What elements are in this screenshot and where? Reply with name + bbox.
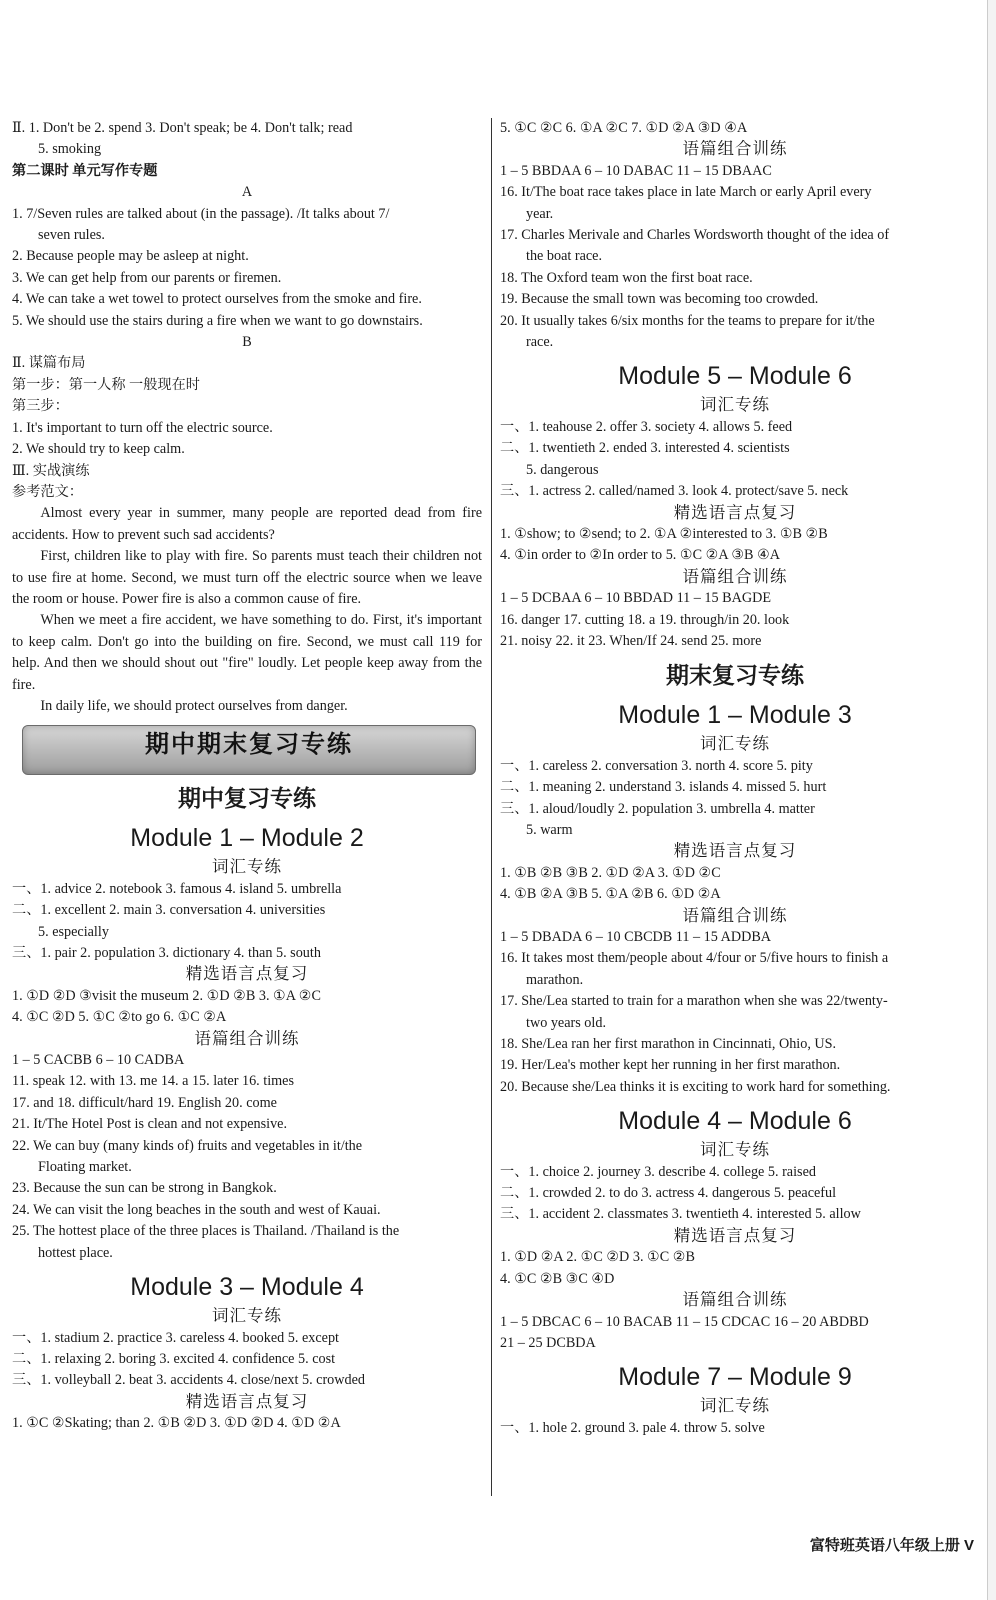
answer-line: 1. ①show; to ②send; to 2. ①A ②interested to 3. ①B ②B [500,525,828,542]
answer-line: 25. The hottest place of the three places is Thailand. /Thailand is the [12,1223,400,1240]
answer-line: 23. Because the sun can be strong in Bangkok. [12,1180,277,1197]
answer-line: 第一步：第一人称 一般现在时 [12,376,200,393]
page-footer: 富特班英语八年级上册 V [809,1537,974,1554]
answer-line: 4. ①C ②D 5. ①C ②to go 6. ①C ②A [12,1009,227,1026]
answer-line: Ⅱ. 1. Don't be 2. spend 3. Don't speak; be 4. Don't talk; read [12,120,353,136]
left-bottom-section [12,781,482,1434]
answer-line: 二、1. crowded 2. to do 3. actress 4. dangerous 5. peaceful [500,1185,837,1202]
answer-line: 三、1. pair 2. population 3. dictionary 4. than 5. south [12,945,321,961]
answer-line: 二、1. excellent 2. main 3. conversation 4. universities [12,902,326,919]
answer-line: 17. She/Lea started to train for a marathon when she was 22/twenty- [500,993,888,1010]
answer-line: 1. 7/Seven rules are talked about (in the passage). /It talks about 7/ [12,205,390,222]
answer-line: 一、1. careless 2. conversation 3. north 4. score 5. pity [500,757,813,774]
module-heading: Module 1 – Module 3 [618,701,852,730]
answer-line: 1. ①D ②D ③visit the museum 2. ①D ②B 3. ①A ②C [12,987,321,1004]
module-heading: Module 1 – Module 2 [130,824,364,853]
answer-line: 21 – 25 DCBDA [500,1334,596,1351]
answer-line: 4. ①C ②B ③C ④D [500,1270,615,1287]
essay-paragraph: When we meet a fire accident, we have something to do. First, it's important to keep calm. Don't go into the building on fire. Second, we must call 119 for help. And then we should shout out "fire" loudly. Let people keep away from the fire. [12,612,482,693]
section-heading: 精选语言点复习 [673,1226,797,1245]
answer-line: 1. ①D ②A 2. ①C ②D 3. ①C ②B [500,1249,695,1266]
answer-line: 1. It's important to turn off the electric source. [12,419,273,436]
section-heading: 语篇组合训练 [682,1291,788,1310]
answer-line: 5. dangerous [526,461,599,478]
answer-line: seven rules. [38,227,105,244]
essay-paragraph: Almost every year in summer, many people are reported dead from fire accidents. How to prevent such sad accidents? [12,505,482,543]
answer-line: 3. We can get help from our parents or firemen. [12,269,282,286]
section-heading: 精选语言点复习 [185,965,309,984]
answer-line: 参考范文： [12,483,83,500]
answer-line: 2. Because people may be asleep at night. [12,248,249,265]
review-banner [22,725,476,775]
section-heading: 词汇专练 [212,858,282,877]
answer-line: 11. speak 12. with 13. me 14. a 15. later 16. times [12,1073,294,1090]
essay-paragraph: In daily life, we should protect ourselves from danger. [40,697,348,714]
answer-line: 18. She/Lea ran her first marathon in Cincinnati, Ohio, US. [500,1036,837,1053]
answer-line: 二、1. twentieth 2. ended 3. interested 4. scientists [500,440,790,457]
answer-line: 三、1. aloud/loudly 2. population 3. umbrella 4. matter [500,800,815,817]
answer-line: 三、1. volleyball 2. beat 3. accidents 4. close/next 5. crowded [12,1372,366,1389]
answer-line: 一、1. teahouse 2. offer 3. society 4. allows 5. feed [500,418,793,435]
answer-line: 5. ①C ②C 6. ①A ②C 7. ①D ②A ③D ④A [500,120,748,136]
answer-line: the boat race. [526,248,603,265]
section-heading: 词汇专练 [700,735,770,754]
section-heading: 精选语言点复习 [673,503,797,522]
section-heading: 精选语言点复习 [185,1392,309,1411]
answer-line: marathon. [526,971,584,988]
left-column [12,118,482,1435]
answer-line: 16. danger 17. cutting 18. a 19. through/in 20. look [500,611,790,628]
answer-line: 5. We should use the stairs during a fire when we want to go downstairs. [12,312,423,329]
answer-line: 4. ①B ②A ③B 5. ①A ②B 6. ①D ②A [500,886,721,903]
answer-line: 1. ①B ②B ③B 2. ①D ②A 3. ①D ②C [500,864,721,881]
answer-line: 17. and 18. difficult/hard 19. English 20. come [12,1094,277,1111]
module-heading: Module 5 – Module 6 [618,362,852,391]
section-heading: 语篇组合训练 [682,906,788,925]
answer-line: 5. smoking [38,141,102,158]
section-heading: 精选语言点复习 [673,842,797,861]
section-heading: 词汇专练 [700,1397,770,1416]
answer-line: 1 – 5 BBDAA 6 – 10 DABAC 11 – 15 DBAAC [500,162,772,179]
answer-line: 22. We can buy (many kinds of) fruits and vegetables in it/the [12,1137,363,1154]
section-heading: 词汇专练 [700,1141,770,1160]
answer-line: 17. Charles Merivale and Charles Wordsworth thought of the idea of [500,227,890,244]
module-heading: Module 7 – Module 9 [618,1363,852,1392]
answer-line: 1 – 5 CACBB 6 – 10 CADBA [12,1052,185,1069]
answer-line: B [242,334,252,351]
answer-line: 一、1. advice 2. notebook 3. famous 4. island 5. umbrella [12,880,342,897]
answer-line: 三、1. actress 2. called/named 3. look 4. protect/save 5. neck [500,483,849,500]
column-divider [491,118,492,1496]
answer-line: A [241,184,253,201]
answer-line: 一、1. hole 2. ground 3. pale 4. throw 5. solve [500,1419,765,1436]
answer-line: 二、1. meaning 2. understand 3. islands 4. missed 5. hurt [500,779,827,796]
section-heading: 语篇组合训练 [682,567,788,586]
module-heading: Module 4 – Module 6 [618,1107,852,1136]
section-heading: 语篇组合训练 [682,140,788,159]
module-heading: Module 3 – Module 4 [130,1273,364,1302]
answer-line: 1 – 5 DCBAA 6 – 10 BBDAD 11 – 15 BAGDE [500,590,772,607]
essay-paragraph: First, children like to play with fire. So parents must teach their children not to use fire at home. Second, we must turn off the electric source when we leave the room or house. Power fire is also a common cause of fire. [12,548,482,607]
section-heading: 词汇专练 [212,1307,282,1326]
answer-line: 16. It takes most them/people about 4/four or 5/five hours to finish a [500,950,889,967]
answer-line: 1 – 5 DBCAC 6 – 10 BACAB 11 – 15 CDCAC 16 – 20 ABDBD [500,1313,869,1330]
left-top-section [12,118,482,717]
answer-line: 20. Because she/Lea thinks it is exciting to work hard for something. [500,1078,891,1095]
answer-line: 1. ①C ②Skating; than 2. ①B ②D 3. ①D ②D 4. ①D ②A [12,1415,341,1432]
page-edge [987,0,996,1600]
answer-line: 4. We can take a wet towel to protect ourselves from the smoke and fire. [12,291,422,308]
answer-line: Ⅱ. 谋篇布局 [12,355,86,372]
answer-line: 5. especially [38,923,109,940]
answer-line: Ⅲ. 实战演练 [12,462,90,479]
answer-line: 二、1. relaxing 2. boring 3. excited 4. confidence 5. cost [12,1350,336,1367]
section-heading: 语篇组合训练 [194,1029,300,1048]
answer-line: 第三步： [12,398,69,415]
answer-line: hottest place. [38,1244,113,1261]
answer-line: 19. Because the small town was becoming too crowded. [500,291,819,308]
answer-line: Floating market. [38,1159,132,1176]
answer-line: two years old. [526,1014,606,1031]
answer-line: 一、1. stadium 2. practice 3. careless 4. booked 5. except [12,1329,339,1346]
answer-line: 三、1. accident 2. classmates 3. twentieth 4. interested 5. allow [500,1206,861,1223]
section-heading: 词汇专练 [700,396,770,415]
answer-line: 19. Her/Lea's mother kept her running in her first marathon. [500,1057,841,1074]
review-heading: 期中复习专练 [178,785,316,812]
answer-line: 24. We can visit the long beaches in the south and west of Kauai. [12,1201,381,1218]
answer-line: 一、1. choice 2. journey 3. describe 4. college 5. raised [500,1163,816,1180]
answer-line: 5. warm [526,821,573,838]
answer-line: 18. The Oxford team won the first boat race. [500,269,753,286]
answer-line: 16. It/The boat race takes place in late March or early April every [500,184,872,201]
answer-line: 4. ①in order to ②In order to 5. ①C ②A ③B ④A [500,547,781,564]
review-heading: 期末复习专练 [666,662,804,689]
right-column [500,118,970,1439]
banner-title: 期中期末复习专练 [145,731,353,759]
answer-line: year. [526,205,554,222]
answer-line: 1 – 5 DBADA 6 – 10 CBCDB 11 – 15 ADDBA [500,929,772,945]
answer-line: 21. noisy 22. it 23. When/If 24. send 25. more [500,632,762,649]
answer-line: 21. It/The Hotel Post is clean and not expensive. [12,1116,288,1133]
answer-line: 20. It usually takes 6/six months for the teams to prepare for it/the [500,312,875,329]
answer-line: 第二课时 单元写作专题 [12,162,158,179]
answer-line: 2. We should try to keep calm. [12,441,185,458]
answer-line: race. [526,334,554,351]
